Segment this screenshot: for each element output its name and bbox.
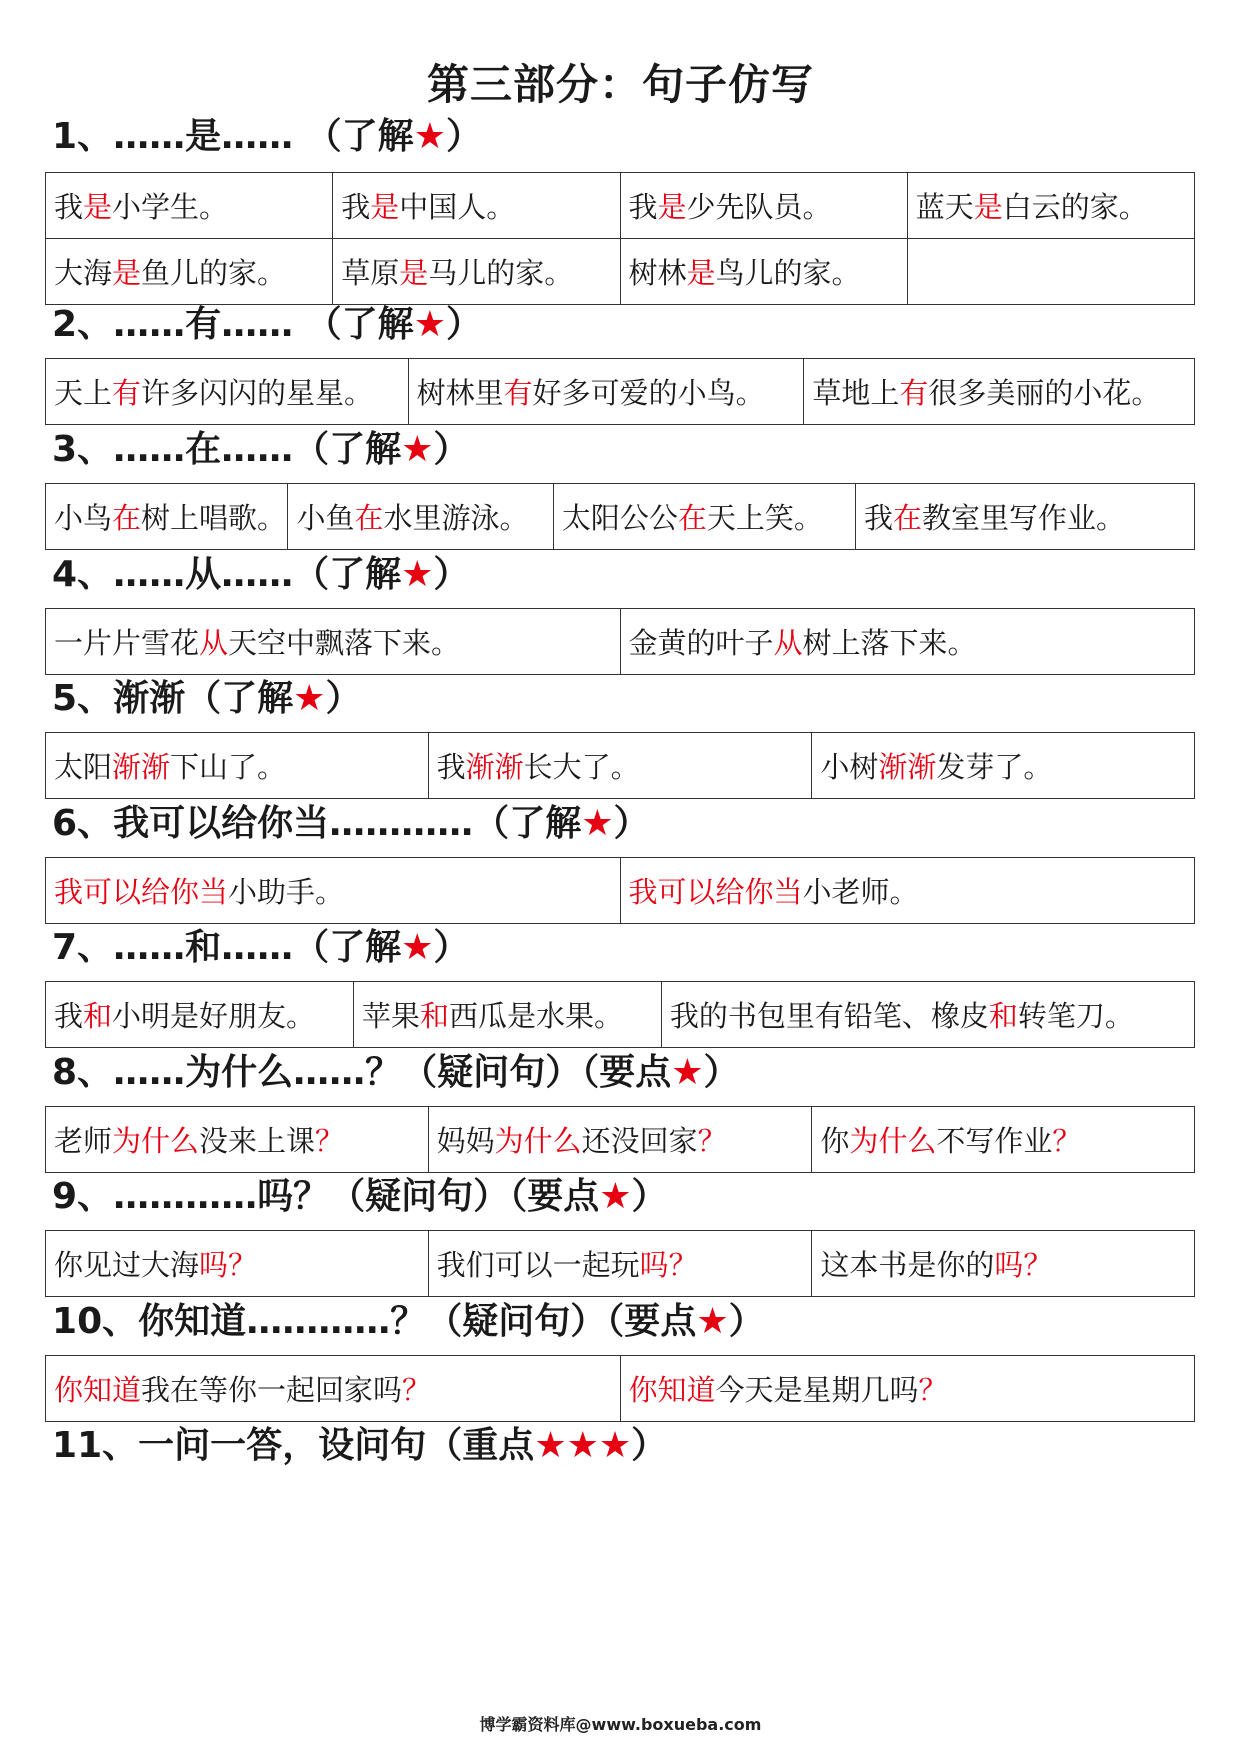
sentence-text: 苹果	[361, 999, 420, 1033]
star-icon: ★	[293, 678, 326, 719]
sentence-text: 小鱼	[296, 501, 355, 535]
sentence-cell	[46, 982, 354, 1048]
sentence-cell	[804, 359, 1195, 425]
sentence-text: 我	[864, 501, 894, 535]
sentence-text: 太阳公公	[561, 501, 678, 535]
sentence-cell	[333, 239, 620, 305]
keyword-highlight: 是	[399, 256, 429, 290]
sentence-text: 我	[341, 190, 371, 224]
sentence-text: 小学生。	[112, 190, 229, 224]
keyword-highlight: 有	[112, 376, 142, 410]
sentence-cell	[46, 733, 429, 799]
sentence-cell	[620, 609, 1195, 675]
sentence-text: 好多可爱的小鸟。	[532, 376, 765, 410]
page-title: 第三部分：句子仿写	[426, 60, 814, 109]
sentence-text: 我	[54, 999, 84, 1033]
sentence-text: 蓝天	[915, 190, 974, 224]
section-heading-3: 3、……在……（了解★）	[52, 429, 470, 470]
section-heading-10: 10、你知道…………？（疑问句）（要点★）	[52, 1301, 765, 1342]
sentence-cell	[408, 359, 804, 425]
sentence-table-8	[45, 1106, 1195, 1173]
sentence-text: 很多美丽的小花。	[928, 376, 1161, 410]
sentence-cell	[620, 173, 907, 239]
star-icon: ★	[581, 803, 614, 844]
sentence-text: 我	[54, 190, 84, 224]
sentence-cell	[907, 239, 1194, 305]
sentence-text: 小助手。	[228, 875, 345, 909]
sentence-cell	[46, 173, 333, 239]
keyword-highlight: 从	[773, 626, 803, 660]
section-heading-6: 6、我可以给你当…………（了解★）	[52, 803, 650, 844]
sentence-table-1	[45, 172, 1195, 305]
sentence-text: 树上唱歌。	[141, 501, 287, 535]
sentence-text: 中国人。	[399, 190, 516, 224]
keyword-highlight: 我可以给你当	[628, 875, 803, 909]
keyword-highlight: 和	[419, 999, 449, 1033]
sentence-text: 我们可以一起玩	[436, 1248, 640, 1282]
sentence-text: 转笔刀。	[1017, 999, 1134, 1033]
keyword-highlight: 是	[686, 256, 716, 290]
sentence-cell	[288, 484, 553, 550]
sentence-text: 金黄的叶子	[628, 626, 774, 660]
sentence-text: 水里游泳。	[383, 501, 529, 535]
sentence-text: 小明是好朋友。	[112, 999, 316, 1033]
sentence-text: 树林里	[416, 376, 504, 410]
keyword-highlight: 为什么	[112, 1124, 200, 1158]
section-heading-7: 7、……和……（了解★）	[52, 927, 470, 968]
table-row	[46, 858, 1195, 924]
keyword-highlight: 在	[677, 501, 707, 535]
sentence-text: 你见过大海	[54, 1248, 200, 1282]
table-row	[46, 1107, 1195, 1173]
sentence-cell	[661, 982, 1194, 1048]
keyword-highlight: 和	[988, 999, 1018, 1033]
star-icon: ★	[671, 1052, 704, 1093]
sentence-text: 没来上课	[199, 1124, 316, 1158]
section-heading-1: 1、……是…… （了解★）	[52, 116, 482, 157]
sentence-text: 树上落下来。	[802, 626, 977, 660]
sentence-text: 还没回家	[581, 1124, 698, 1158]
keyword-highlight: 我可以给你当	[54, 875, 229, 909]
sentence-text: 天上	[54, 376, 113, 410]
sentence-text: 小树	[820, 750, 879, 784]
sentence-text: 小老师。	[802, 875, 919, 909]
keyword-highlight: 是	[112, 256, 142, 290]
sentence-cell	[620, 1356, 1195, 1422]
sentence-cell	[620, 239, 907, 305]
star-icon: ★	[534, 1425, 567, 1466]
sentence-cell	[428, 1107, 812, 1173]
sentence-text: 太阳	[54, 750, 113, 784]
keyword-highlight: 渐渐	[112, 750, 171, 784]
keyword-highlight: 有	[503, 376, 533, 410]
sentence-text: 白云的家。	[1002, 190, 1148, 224]
keyword-highlight: 你知道	[628, 1373, 716, 1407]
sentence-text: 少先队员。	[686, 190, 832, 224]
table-row	[46, 1231, 1195, 1297]
keyword-highlight: 为什么	[494, 1124, 582, 1158]
sentence-cell	[46, 484, 288, 550]
sentence-cell	[46, 239, 333, 305]
sentence-cell	[353, 982, 661, 1048]
keyword-highlight: 在	[354, 501, 384, 535]
keyword-highlight: 是	[83, 190, 113, 224]
sentence-text: 我	[628, 190, 658, 224]
sentence-table-6	[45, 857, 1195, 924]
keyword-highlight: ？	[697, 1124, 727, 1158]
sentence-cell	[553, 484, 855, 550]
keyword-highlight: 吗？	[994, 1248, 1053, 1282]
sentence-table-2	[45, 358, 1195, 425]
section-heading-4: 4、……从……（了解★）	[52, 554, 470, 595]
sentence-cell	[856, 484, 1195, 550]
sentence-text: 天空中飘落下来。	[228, 626, 461, 660]
sentence-cell	[428, 1231, 812, 1297]
sentence-text: 长大了。	[523, 750, 640, 784]
sentence-cell	[333, 173, 620, 239]
table-row	[46, 173, 1195, 239]
keyword-highlight: 吗？	[199, 1248, 258, 1282]
sentence-table-7	[45, 981, 1195, 1048]
keyword-highlight: 是	[973, 190, 1003, 224]
sentence-text: 发芽了。	[936, 750, 1053, 784]
star-icon: ★	[401, 429, 434, 470]
footer-watermark: 博学霸资料库@www.boxueba.com	[479, 1715, 762, 1734]
section-heading-9: 9、…………吗？（疑问句）（要点★）	[52, 1176, 668, 1217]
sentence-cell	[46, 609, 621, 675]
keyword-highlight: 和	[83, 999, 113, 1033]
table-row	[46, 1356, 1195, 1422]
sentence-cell	[46, 858, 621, 924]
sentence-text: 天上笑。	[706, 501, 823, 535]
sentence-text: 今天是星期几吗	[715, 1373, 919, 1407]
sentence-text: 不写作业	[936, 1124, 1053, 1158]
sentence-text: 草原	[341, 256, 400, 290]
keyword-highlight: 从	[199, 626, 229, 660]
sentence-table-4	[45, 608, 1195, 675]
star-icon: ★	[401, 554, 434, 595]
keyword-highlight: 在	[893, 501, 923, 535]
section-heading-8: 8、……为什么……？（疑问句）（要点★）	[52, 1052, 740, 1093]
keyword-highlight: 渐渐	[878, 750, 937, 784]
sentence-text: 这本书是你的	[820, 1248, 995, 1282]
table-row	[46, 733, 1195, 799]
star-icon: ★	[566, 1425, 599, 1466]
keyword-highlight: 你知道	[54, 1373, 142, 1407]
star-icon: ★	[599, 1176, 632, 1217]
sentence-text: 草地上	[812, 376, 900, 410]
table-row	[46, 359, 1195, 425]
sentence-cell	[812, 1231, 1195, 1297]
sentence-cell	[428, 733, 812, 799]
star-icon: ★	[413, 304, 446, 345]
sentence-text: 许多闪闪的星星。	[141, 376, 374, 410]
sentence-cell	[46, 1231, 429, 1297]
sentence-text: 下山了。	[170, 750, 287, 784]
sentence-text: 我在等你一起回家吗	[141, 1373, 403, 1407]
sentence-table-10	[45, 1355, 1195, 1422]
sentence-cell	[620, 858, 1195, 924]
table-row	[46, 982, 1195, 1048]
sentence-text: 你	[820, 1124, 850, 1158]
table-row	[46, 484, 1195, 550]
sentence-cell	[812, 733, 1195, 799]
keyword-highlight: 为什么	[849, 1124, 937, 1158]
section-heading-2: 2、……有…… （了解★）	[52, 304, 482, 345]
sentence-text: 一片片雪花	[54, 626, 200, 660]
sentence-text: 鱼儿的家。	[141, 256, 287, 290]
keyword-highlight: 是	[657, 190, 687, 224]
star-icon: ★	[696, 1301, 729, 1342]
keyword-highlight: ？	[918, 1373, 948, 1407]
sentence-table-9	[45, 1230, 1195, 1297]
section-heading-11: 11、一问一答，设问句（重点★★★）	[52, 1425, 668, 1466]
sentence-text: 鸟儿的家。	[715, 256, 861, 290]
sentence-text: 我的书包里有铅笔、橡皮	[669, 999, 989, 1033]
keyword-highlight: ？	[1052, 1124, 1082, 1158]
sentence-cell	[907, 173, 1194, 239]
sentence-text: 妈妈	[436, 1124, 495, 1158]
sentence-text: 老师	[54, 1124, 113, 1158]
keyword-highlight: 在	[112, 501, 142, 535]
sentence-table-3	[45, 483, 1195, 550]
keyword-highlight: 渐渐	[465, 750, 524, 784]
table-row	[46, 239, 1195, 305]
sentence-text: 教室里写作业。	[922, 501, 1126, 535]
keyword-highlight: 是	[370, 190, 400, 224]
table-row	[46, 609, 1195, 675]
sentence-cell	[46, 1356, 621, 1422]
keyword-highlight: ？	[402, 1373, 432, 1407]
sentence-cell	[46, 359, 409, 425]
sentence-text: 小鸟	[54, 501, 113, 535]
sentence-text: 大海	[54, 256, 113, 290]
sentence-text: 我	[436, 750, 466, 784]
sentence-table-5	[45, 732, 1195, 799]
star-icon: ★	[598, 1425, 632, 1466]
sentence-text: 马儿的家。	[428, 256, 574, 290]
sentence-cell	[812, 1107, 1195, 1173]
section-heading-5: 5、渐渐（了解★）	[52, 678, 362, 719]
star-icon: ★	[401, 927, 434, 968]
sentence-text: 西瓜是水果。	[448, 999, 623, 1033]
sentence-cell	[46, 1107, 429, 1173]
keyword-highlight: ？	[315, 1124, 345, 1158]
sentence-text: 树林	[628, 256, 687, 290]
keyword-highlight: 有	[899, 376, 929, 410]
keyword-highlight: 吗？	[639, 1248, 698, 1282]
star-icon: ★	[413, 116, 446, 157]
